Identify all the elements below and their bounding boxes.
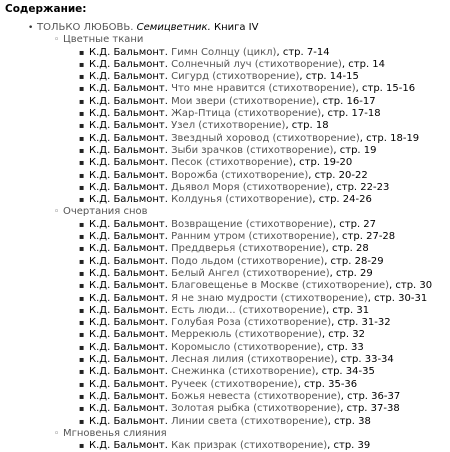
poem-pages: , стр. 14 xyxy=(341,58,386,70)
poem-pages: , стр. 32 xyxy=(321,329,365,341)
poem-title-link[interactable]: Лесная лилия (стихотворение) xyxy=(171,354,335,366)
poem-pages: , стр. 19 xyxy=(333,144,377,156)
poem-item xyxy=(63,108,450,120)
poem-list xyxy=(63,219,450,428)
poem-author: К.Д. Бальмонт. xyxy=(89,354,168,366)
poem-item xyxy=(63,354,450,366)
poem-pages: , стр. 28-29 xyxy=(324,255,384,267)
poem-title-link[interactable]: Колдунья (стихотворение) xyxy=(171,194,313,206)
poem-author: К.Д. Бальмонт. xyxy=(89,304,168,316)
book-item xyxy=(5,22,450,452)
poem-pages: , стр. 29 xyxy=(329,267,373,279)
poem-item xyxy=(63,379,450,391)
poem-title-link[interactable]: Узел (стихотворение) xyxy=(171,120,286,132)
poem-title-link[interactable]: Что мне нравится (стихотворение) xyxy=(171,83,356,95)
poem-title-link[interactable]: Голубая Роза (стихотворение) xyxy=(171,317,332,329)
poem-item xyxy=(63,71,450,83)
poem-pages: , стр. 19-20 xyxy=(292,157,353,169)
poem-title-link[interactable]: Возвращение (стихотворение) xyxy=(171,218,333,230)
poem-item xyxy=(63,329,450,341)
poem-author: К.Д. Бальмонт. xyxy=(89,440,168,452)
poem-author: К.Д. Бальмонт. xyxy=(89,366,168,378)
section-item xyxy=(37,428,450,452)
poem-pages: , стр. 27-28 xyxy=(335,231,396,243)
poem-title-link[interactable]: Звездный хоровод (стихотворение) xyxy=(171,132,360,144)
contents-heading: Содержание: xyxy=(5,3,87,15)
poem-author: К.Д. Бальмонт. xyxy=(89,95,168,107)
poem-item xyxy=(63,317,450,329)
poem-author: К.Д. Бальмонт. xyxy=(89,108,168,120)
poem-title-link[interactable]: Меррекюль (стихотворение) xyxy=(171,329,322,341)
poem-author: К.Д. Бальмонт. xyxy=(89,194,168,206)
poem-author: К.Д. Бальмонт. xyxy=(89,231,168,243)
section-list xyxy=(37,34,450,452)
poem-item xyxy=(63,403,450,415)
poem-item xyxy=(63,231,450,243)
poem-author: К.Д. Бальмонт. xyxy=(89,317,168,329)
poem-item xyxy=(63,268,450,280)
poem-item xyxy=(63,342,450,354)
poem-title-link[interactable]: Сигурд (стихотворение) xyxy=(171,71,300,83)
poem-pages: , стр. 36-37 xyxy=(340,390,401,402)
poem-author: К.Д. Бальмонт. xyxy=(89,415,168,427)
poem-item xyxy=(63,243,450,255)
poem-author: К.Д. Бальмонт. xyxy=(89,71,168,83)
poem-author: К.Д. Бальмонт. xyxy=(89,378,168,390)
poem-pages: , стр. 7-14 xyxy=(276,46,330,58)
poem-pages: , стр. 31-32 xyxy=(331,317,391,329)
poem-item xyxy=(63,170,450,182)
poem-author: К.Д. Бальмонт. xyxy=(89,329,168,341)
poem-author: К.Д. Бальмонт. xyxy=(89,267,168,279)
poem-pages: , стр. 18-19 xyxy=(359,132,420,144)
poem-title-link[interactable]: Зыби зрачков (стихотворение) xyxy=(171,144,334,156)
poem-item xyxy=(63,280,450,292)
poem-title-link[interactable]: Ранним утром (стихотворение) xyxy=(171,231,336,243)
poem-author: К.Д. Бальмонт. xyxy=(89,280,168,292)
poem-title-link[interactable]: Ручеек (стихотворение) xyxy=(171,378,298,390)
poem-item xyxy=(63,416,450,428)
book-title-link[interactable]: ТОЛЬКО ЛЮБОВЬ. xyxy=(37,22,134,33)
poem-author: К.Д. Бальмонт. xyxy=(89,403,168,415)
poem-title-link[interactable]: Есть люди... (стихотворение) xyxy=(171,304,326,316)
poem-author: К.Д. Бальмонт. xyxy=(89,120,168,132)
poem-author: К.Д. Бальмонт. xyxy=(89,218,168,230)
poem-item xyxy=(63,157,450,169)
poem-item xyxy=(63,219,450,231)
poem-author: К.Д. Бальмонт. xyxy=(89,390,168,402)
poem-pages: , стр. 33 xyxy=(320,341,364,353)
poem-item xyxy=(63,256,450,268)
poem-author: К.Д. Бальмонт. xyxy=(89,292,168,304)
poem-title-link[interactable]: Золотая рыбка (стихотворение) xyxy=(171,403,341,415)
poem-item xyxy=(63,83,450,95)
poem-author: К.Д. Бальмонт. xyxy=(89,243,168,255)
poem-pages: , стр. 38 xyxy=(327,415,371,427)
poem-list xyxy=(63,47,450,207)
poem-author: К.Д. Бальмонт. xyxy=(89,157,168,169)
poem-author: К.Д. Бальмонт. xyxy=(89,341,168,353)
poem-item xyxy=(63,305,450,317)
poem-title-link[interactable]: Я не знаю мудрости (стихотворение) xyxy=(171,292,368,304)
poem-item xyxy=(63,120,450,132)
poem-title-link[interactable]: Белый Ангел (стихотворение) xyxy=(171,267,330,279)
poem-pages: , стр. 16-17 xyxy=(316,95,376,107)
poem-title-link[interactable]: Благовещенье в Москве (стихотворение) xyxy=(171,280,390,292)
book-list xyxy=(5,22,450,452)
poem-author: К.Д. Бальмонт. xyxy=(89,46,168,58)
poem-pages: , стр. 15-16 xyxy=(355,83,416,95)
poem-pages: , стр. 39 xyxy=(327,440,371,452)
poem-pages: , стр. 35-36 xyxy=(297,378,358,390)
poem-author: К.Д. Бальмонт. xyxy=(89,144,168,156)
poem-author: К.Д. Бальмонт. xyxy=(89,58,168,70)
section-title-link[interactable]: Мгновенья слияния xyxy=(63,427,167,439)
poem-title-link[interactable]: Жар-Птица (стихотворение) xyxy=(171,108,322,120)
section-item xyxy=(37,34,450,206)
poem-pages: , стр. 22-23 xyxy=(329,181,390,193)
section-title-link[interactable]: Цветные ткани xyxy=(63,34,144,46)
poem-author: К.Д. Бальмонт. xyxy=(89,132,168,144)
poem-title-link[interactable]: Линии света (стихотворение) xyxy=(171,415,328,427)
poem-item xyxy=(63,59,450,71)
poem-item xyxy=(63,133,450,145)
poem-title-link[interactable]: Коромысло (стихотворение) xyxy=(171,341,321,353)
poem-item xyxy=(63,47,450,59)
poem-pages: , стр. 20-22 xyxy=(308,169,368,181)
poem-title-link[interactable]: Преддверья (стихотворение) xyxy=(171,243,326,255)
poem-pages: , стр. 33-34 xyxy=(334,354,394,366)
poem-pages: , стр. 24-26 xyxy=(312,194,372,206)
poem-title-link[interactable]: Снежинка (стихотворение) xyxy=(171,366,316,378)
poem-title-link[interactable]: Подо льдом (стихотворение) xyxy=(171,255,325,267)
poem-title-link[interactable]: Солнечный луч (стихотворение) xyxy=(171,58,342,70)
poem-title-link[interactable]: Мои звери (стихотворение) xyxy=(171,95,317,107)
poem-pages: , стр. 34-35 xyxy=(315,366,375,378)
poem-item xyxy=(63,194,450,206)
poem-author: К.Д. Бальмонт. xyxy=(89,83,168,95)
poem-item xyxy=(63,440,450,452)
poem-title-link[interactable]: Дьявол Моря (стихотворение) xyxy=(171,181,330,193)
poem-item xyxy=(63,145,450,157)
poem-pages: , стр. 14-15 xyxy=(299,71,359,83)
poem-item xyxy=(63,366,450,378)
section-item xyxy=(37,206,450,427)
book-title[interactable] xyxy=(37,22,133,33)
poem-title-link[interactable]: Божья невеста (стихотворение) xyxy=(171,390,341,402)
poem-pages: , стр. 37-38 xyxy=(340,403,400,415)
poem-pages: , стр. 28 xyxy=(325,243,369,255)
poem-pages: , стр. 31 xyxy=(325,304,370,316)
book-volume: Книга IV xyxy=(213,22,259,33)
poem-title-link[interactable]: Гимн Солнцу (цикл) xyxy=(171,46,277,58)
book-subtitle: Семицветник. xyxy=(136,22,211,33)
poem-item xyxy=(63,96,450,108)
poem-pages: , стр. 30-31 xyxy=(367,292,428,304)
poem-list xyxy=(63,440,450,452)
poem-pages: , стр. 18 xyxy=(285,120,329,132)
poem-pages: , стр. 30 xyxy=(389,280,433,292)
poem-item xyxy=(63,293,450,305)
poem-pages: , стр. 27 xyxy=(332,218,377,230)
poem-pages: , стр. 17-18 xyxy=(321,108,381,120)
section-title-link[interactable]: Очертания снов xyxy=(63,206,148,218)
poem-item xyxy=(63,182,450,194)
poem-author: К.Д. Бальмонт. xyxy=(89,181,168,193)
poem-item xyxy=(63,391,450,403)
poem-author: К.Д. Бальмонт. xyxy=(89,169,168,181)
poem-title-link[interactable]: Ворожба (стихотворение) xyxy=(171,169,309,181)
poem-title-link[interactable]: Как призрак (стихотворение) xyxy=(171,440,328,452)
poem-title-link[interactable]: Песок (стихотворение) xyxy=(171,157,293,169)
poem-author: К.Д. Бальмонт. xyxy=(89,255,168,267)
